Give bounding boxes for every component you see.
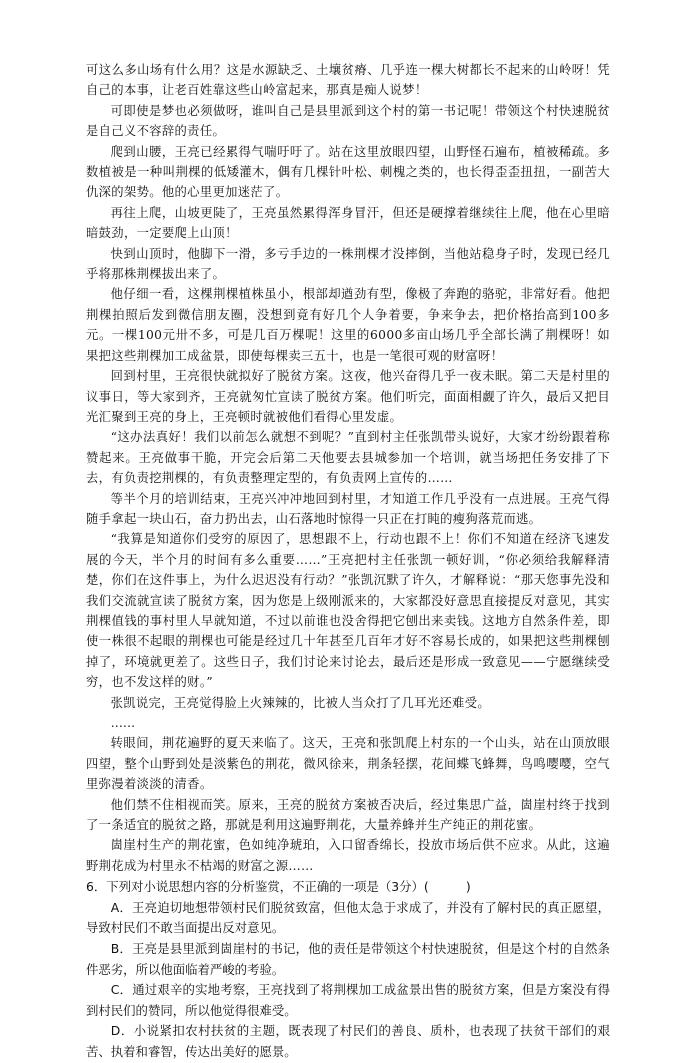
story-paragraph-1: 可这么多山场有什么用？这是水源缺乏、土壤贫瘠、几乎连一棵大树都长不起来的山岭呀！凭自己的本事，让老百姓靠这些山岭富起来，那真是痴人说梦！ — [86, 63, 610, 98]
option-a: A．王亮迫切地想带领村民们脱贫致富，但他太急于求成了，并没有了解村民的真正愿望，导致村民们不敢当面提出反对意见。 — [86, 899, 610, 936]
option-b: B．王亮是县里派到崮崖村的书记，他的责任是带领这个村快速脱贫，但是这个村的自然条件恶劣，所以他面临着严峻的考验。 — [86, 941, 610, 977]
story-paragraph-4: 再往上爬，山坡更陡了，王亮虽然累得浑身冒汗，但还是硬撑着继续往上爬，他在心里暗暗鼓劲，一定要爬上山顶！ — [86, 205, 610, 241]
story-paragraph-2: 可即使是梦也必须做呀，谁叫自己是县里派到这个村的第一书记呢！带领这个村快速脱贫是自己义不容辞的责任。 — [86, 103, 610, 139]
option-c: C．通过艰辛的实地考察，王亮找到了将荆棵加工成盆景出售的脱贫方案，但是方案没有得到村民们的赞同，所以他觉得很难受。 — [86, 982, 610, 1018]
story-ellipsis: …… — [110, 716, 136, 730]
story-paragraph-7: 回到村里，王亮很快就拟好了脱贫方案。这夜，他兴奋得几乎一夜未眠。第二天是村里的议事日，等大家到齐，王亮就匆忙宣读了脱贫方案。他们听完，面面相觑了许久，最后又把目光汇聚到王亮的身上，王亮顿时就被他们看得心里发虚。 — [86, 369, 610, 424]
story-paragraph-14: 崮崖村生产的荆花蜜，色如纯净琥珀，入口留香绵长，投放市场后供不应求。从此，这遍野荆花成为村里永不枯竭的财富之源…… — [86, 838, 610, 873]
story-paragraph-8: “这办法真好！我们以前怎么就想不到呢？”直到村主任张凯带头说好，大家才纷纷跟着称赞起来。王亮做事干脆，开完会后第二天他要去县城参加一个培训，就当场把任务安排了下去，有负责挖荆棵的，有负责整理定型的，有负责网上宣传的…… — [86, 430, 610, 486]
story-paragraph-13: 他们禁不住相视而笑。原来，王亮的脱贫方案被否决后，经过集思广益，崮崖村终于找到了一条适宜的脱贫之路，那就是利用这遍野荆花，大量养蜂并生产纯正的荆花蜜。 — [86, 797, 610, 833]
story-paragraph-9: 等半个月的培训结束，王亮兴冲冲地回到村里，才知道工作几乎没有一点进展。王亮气得随手拿起一块山石，奋力扔出去，山石落地时惊得一只正在打盹的瘦狗落荒而逃。 — [86, 491, 610, 526]
story-text — [86, 60, 610, 876]
story-paragraph-3: 爬到山腰，王亮已经累得气喘吁吁了。站在这里放眼四望，山野怪石遍布，植被稀疏。多数植被是一种叫荆棵的低矮灌木，偶有几棵针叶松、刺槐之类的，也长得歪歪扭扭，一副苦大仇深的架势。他的心里更加迷茫了。 — [86, 144, 610, 200]
story-paragraph-6: 他仔细一看，这棵荆棵植株虽小，根部却遒劲有型，像极了奔跑的骆驼，非常好看。他把荆棵拍照后发到微信朋友圈，没想到竟有好几个人争着要，争来争去，把价格抬高到100多元。一棵100元卅不多，可是几百万棵呢！这里的6000多亩山场几乎全部长满了荆棵呀！如果把这些荆棵加工成盆景，即使每棵卖三五十，也是一笔很可观的财富呀！ — [86, 287, 610, 363]
question-stem: 6．下列对小说思想内容的分析鉴赏，不正确的一项是（3分）( ) — [86, 879, 471, 895]
story-paragraph-12: 转眼间，荆花遍野的夏天来临了。这天，王亮和张凯爬上村东的一个山头，站在山顶放眼四望，整个山野到处是淡紫色的荆花，微风徐来，荆条轻摆，花间蝶飞蜂舞，鸟鸣嘤嘤，空气里弥漫着淡淡的清香。 — [86, 736, 610, 792]
question-6 — [86, 877, 610, 1062]
story-paragraph-11: 张凯说完，王亮觉得脸上火辣辣的，比被人当众打了几耳光还难受。 — [110, 695, 491, 710]
option-d: D．小说紧扣农村扶贫的主题，既表现了村民们的善良、质朴，也表现了扶贫干部们的艰苦、执着和睿智，传达出美好的愿景。 — [86, 1023, 610, 1059]
story-paragraph-5: 快到山顶时，他脚下一滑，多亏手边的一株荆棵才没摔倒，当他站稳身子时，发现已经几乎将那株荆棵拔出来了。 — [86, 246, 610, 282]
story-paragraph-10: “我算是知道你们受穷的原因了，思想跟不上，行动也跟不上！你们不知道在经济飞速发展的今天，半个月的时间有多么重要……”王亮把村主任张凯一顿好训，“你必须给我解释清楚，你们在这件事上，为什么迟迟没有行动？”张凯沉默了许久，才解释说：“那天您事先没和我们交流就宣读了脱贫方案，因为您是上级刚派来的，大家都没好意思直接提反对意见，其实荆棵值钱的事村里人早就知道，不过以前谁也没舍得把它刨出来卖钱。这地方自然条件差，即使一株很不起眼的荆棵也可能是经过几十年甚至几百年才好不容易长成的，如果把这些荆棵刨掉了，环境就更差了。这些日子，我们讨论来讨论去，最后还是形成一致意见——宁愿继续受穷，也不发这样的财。” — [86, 532, 610, 690]
